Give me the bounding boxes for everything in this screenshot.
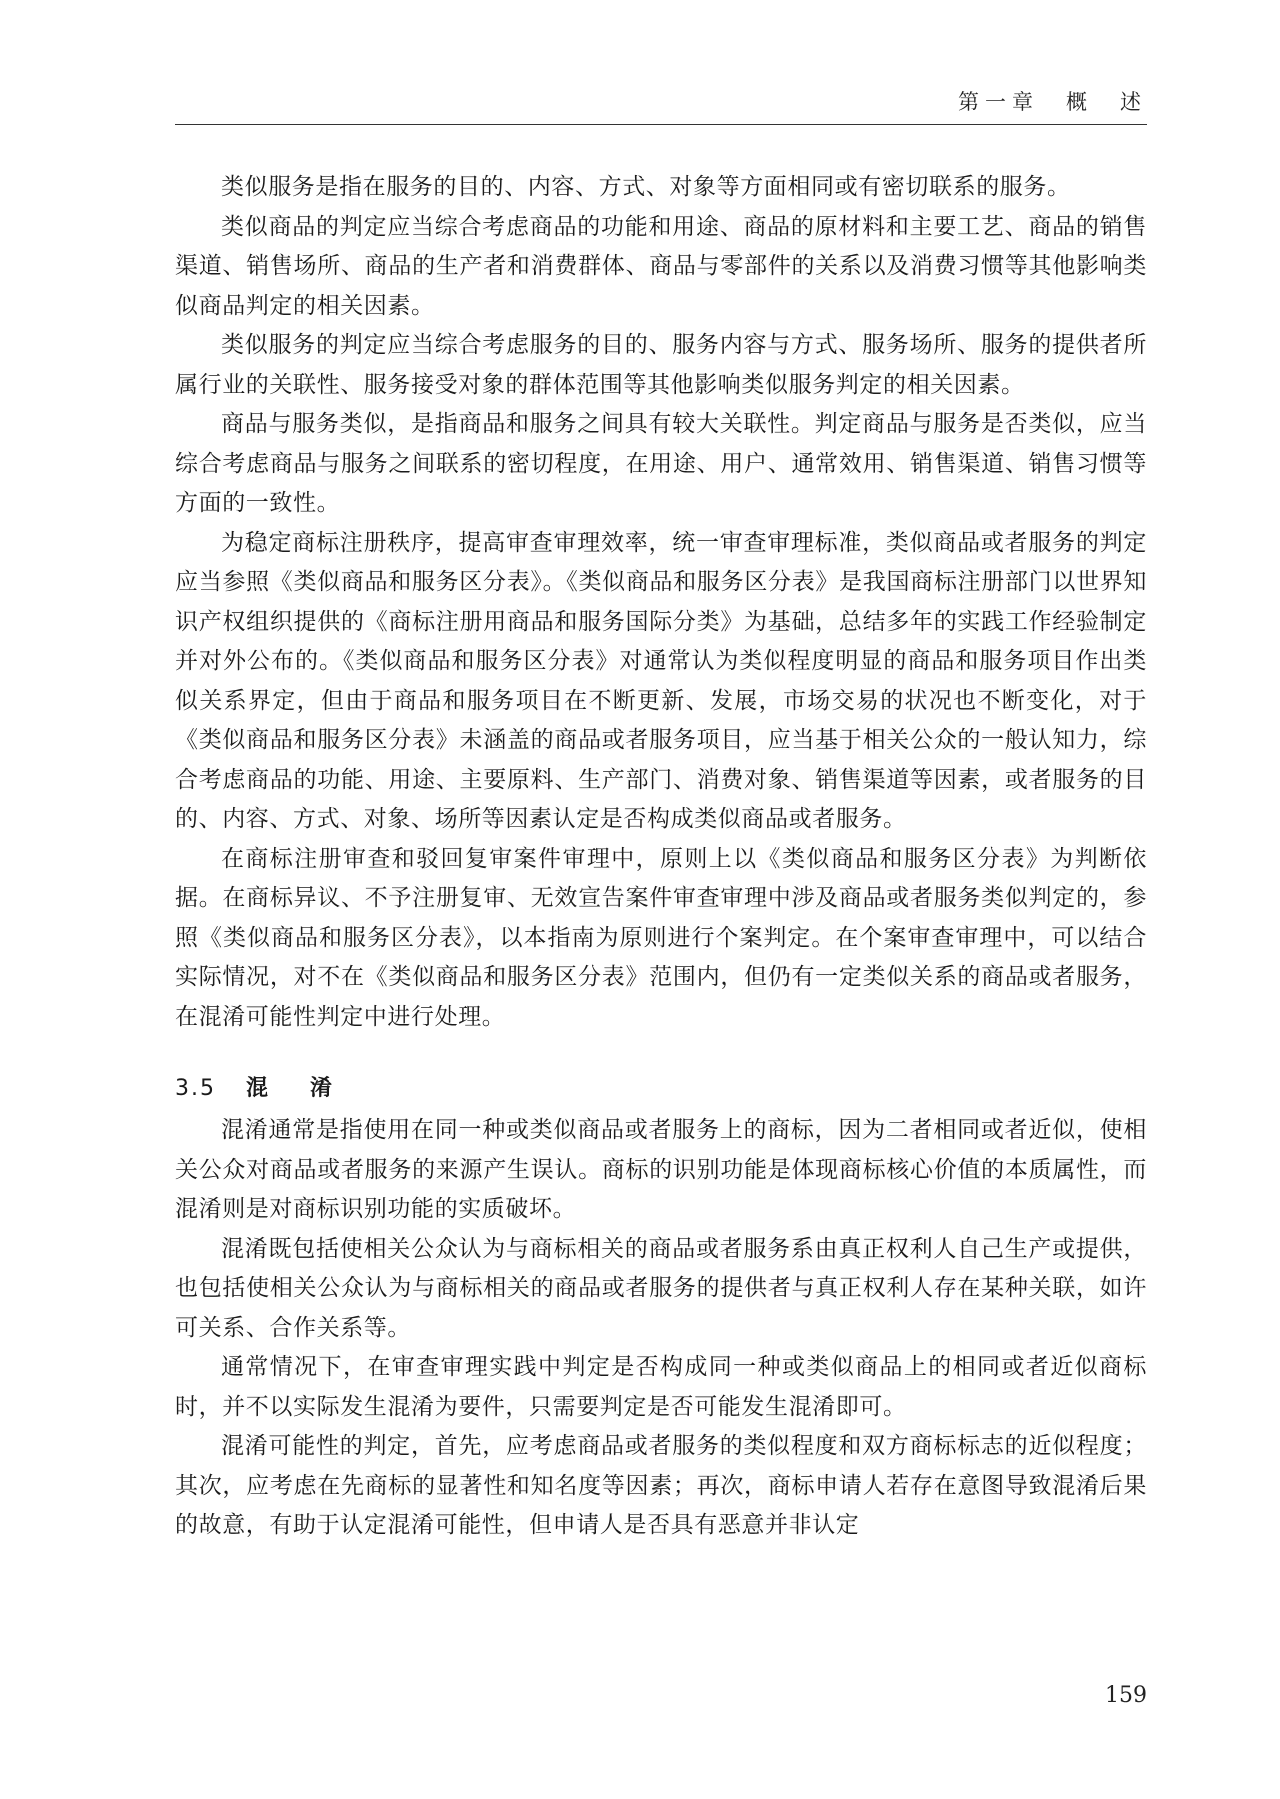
section-title: 混 淆: [246, 1076, 343, 1101]
paragraph: 混淆既包括使相关公众认为与商标相关的商品或者服务系由真正权利人自己生产或提供，也包括使相关公众认为与商标相关的商品或者服务的提供者与真正权利人存在某种关联，如许可关系、合作关系等。: [175, 1235, 1147, 1341]
paragraph: 通常情况下，在审查审理实践中判定是否构成同一种或类似商品上的相同或者近似商标时，并不以实际发生混淆为要件，只需要判定是否可能发生混淆即可。: [175, 1354, 1147, 1420]
paragraph: 为稳定商标注册秩序，提高审查审理效率，统一审查审理标准，类似商品或者服务的判定应当参照《类似商品和服务区分表》。《类似商品和服务区分表》是我国商标注册部门以世界知识产权组织提供的《商标注册用商品和服务国际分类》为基础，总结多年的实践工作经验制定并对外公布的。《类似商品和服务区分表》对通常认为类似程度明显的商品和服务项目作出类似关系界定，但由于商品和服务项目在不断更新、发展，市场交易的状况也不断变化，对于《类似商品和服务区分表》未涵盖的商品或者服务项目，应当基于相关公众的一般认知力，综合考虑商品的功能、用途、主要原料、生产部门、消费对象、销售渠道等因素，或者服务的目的、内容、方式、对象、场所等因素认定是否构成类似商品或者服务。: [175, 529, 1147, 832]
paragraph: 混淆通常是指使用在同一种或类似商品或者服务上的商标，因为二者相同或者近似，使相关公众对商品或者服务的来源产生误认。商标的识别功能是体现商标核心价值的本质属性，而混淆则是对商标识别功能的实质破坏。: [175, 1117, 1147, 1222]
header-rule: [175, 124, 1147, 125]
paragraph: 在商标注册审查和驳回复审案件审理中，原则上以《类似商品和服务区分表》为判断依据。在商标异议、不予注册复审、无效宣告案件审查审理中涉及商品或者服务类似判定的，参照《类似商品和服务区分表》，以本指南为原则进行个案判定。在个案审查审理中，可以结合实际情况，对不在《类似商品和服务区分表》范围内，但仍有一定类似关系的商品或者服务，在混淆可能性判定中进行处理。: [175, 845, 1147, 1030]
running-head-chapter: 第一章 概 述: [958, 90, 1147, 114]
paragraph: 类似服务是指在服务的目的、内容、方式、对象等方面相同或有密切联系的服务。: [221, 174, 1071, 200]
page-number: 159: [1105, 1683, 1147, 1708]
body-text: [175, 168, 1147, 1546]
section-number: 3.5: [175, 1076, 216, 1101]
paragraph: 类似商品的判定应当综合考虑商品的功能和用途、商品的原材料和主要工艺、商品的销售渠道、销售场所、商品的生产者和消费群体、商品与零部件的关系以及消费习惯等其他影响类似商品判定的相关因素。: [175, 213, 1147, 319]
paragraph: 混淆可能性的判定，首先，应考虑商品或者服务的类似程度和双方商标标志的近似程度；其次，应考虑在先商标的显著性和知名度等因素；再次，商标申请人若存在意图导致混淆后果的故意，有助于认定混淆可能性，但申请人是否具有恶意并非认定: [175, 1433, 1147, 1538]
paragraph: 商品与服务类似，是指商品和服务之间具有较大关联性。判定商品与服务是否类似，应当综合考虑商品与服务之间联系的密切程度，在用途、用户、通常效用、销售渠道、销售习惯等方面的一致性。: [175, 411, 1147, 516]
section-heading: [175, 1071, 1147, 1107]
paragraph: 类似服务的判定应当综合考虑服务的目的、服务内容与方式、服务场所、服务的提供者所属行业的关联性、服务接受对象的群体范围等其他影响类似服务判定的相关因素。: [175, 332, 1147, 398]
